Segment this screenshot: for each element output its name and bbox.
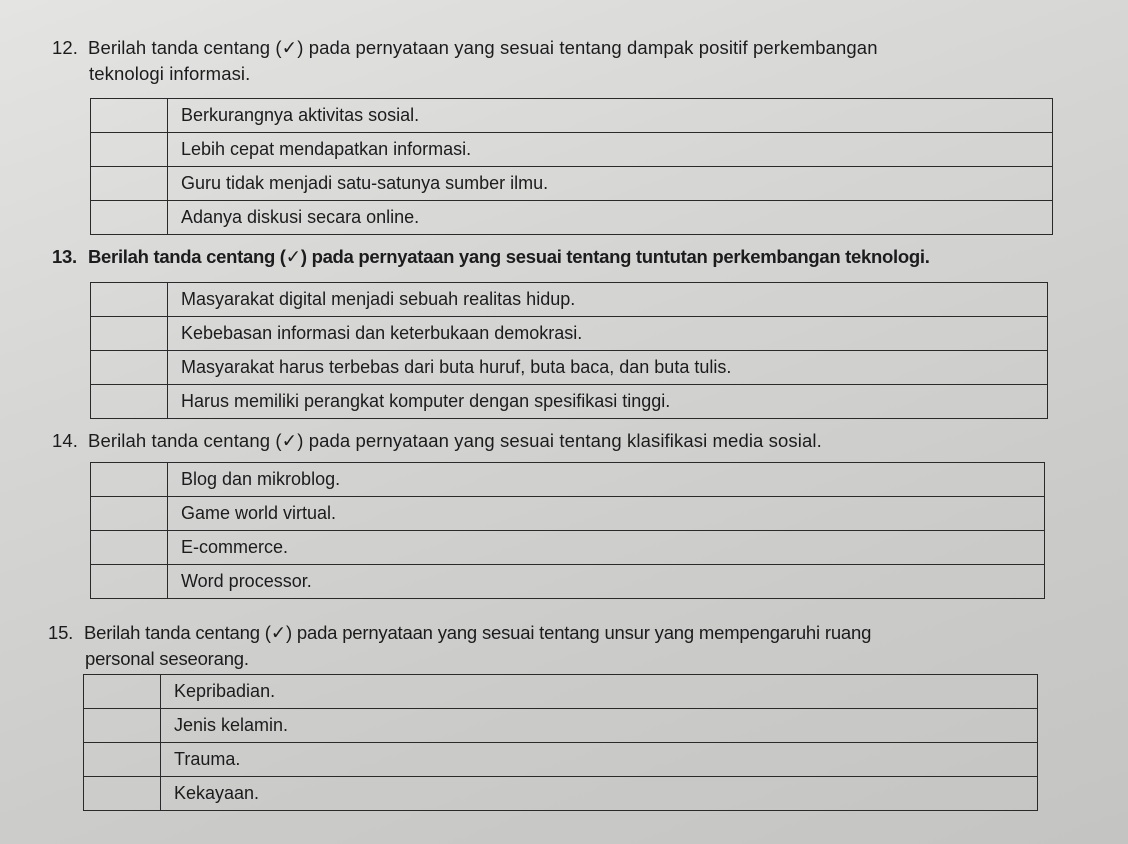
option-row (91, 167, 1053, 201)
option-row (91, 497, 1045, 531)
option-row (84, 675, 1038, 709)
option-label: Blog dan mikroblog. (168, 463, 1045, 497)
option-row (91, 565, 1045, 599)
option-row (91, 201, 1053, 235)
checkbox-cell[interactable] (91, 463, 168, 497)
checkbox-cell[interactable] (91, 133, 168, 167)
question-text: Berilah tanda centang (✓) pada pernyataan yang sesuai tentang tuntutan perkembangan teknologi. (88, 246, 930, 267)
option-label: Harus memiliki perangkat komputer dengan spesifikasi tinggi. (168, 385, 1048, 419)
option-label: Berkurangnya aktivitas sosial. (168, 99, 1053, 133)
question-text-continuation: teknologi informasi. (89, 63, 251, 84)
checkbox-cell[interactable] (91, 385, 168, 419)
checkbox-cell[interactable] (91, 531, 168, 565)
question-14 (52, 428, 822, 454)
checkbox-cell[interactable] (91, 565, 168, 599)
question-number: 14. (52, 430, 79, 451)
options-table-13 (90, 282, 1048, 419)
question-number: 15. (48, 622, 74, 643)
option-label: Adanya diskusi secara online. (168, 201, 1053, 235)
options-table-12 (90, 98, 1053, 235)
option-label: Word processor. (168, 565, 1045, 599)
checkbox-cell[interactable] (91, 497, 168, 531)
checkbox-cell[interactable] (91, 317, 168, 351)
question-number: 12. (52, 37, 79, 58)
options-table-15 (83, 674, 1038, 811)
option-row (91, 99, 1053, 133)
option-row (91, 283, 1048, 317)
option-label: Trauma. (161, 743, 1038, 777)
question-number: 13. (52, 246, 77, 267)
option-label: Kebebasan informasi dan keterbukaan demokrasi. (168, 317, 1048, 351)
option-row (91, 463, 1045, 497)
option-label: Kekayaan. (161, 777, 1038, 811)
options-table-14 (90, 462, 1045, 599)
option-row (91, 351, 1048, 385)
option-label: Lebih cepat mendapatkan informasi. (168, 133, 1053, 167)
question-text: Berilah tanda centang (✓) pada pernyataan yang sesuai tentang dampak positif perkembangan (88, 37, 878, 58)
checkbox-cell[interactable] (91, 283, 168, 317)
checkbox-cell[interactable] (84, 709, 161, 743)
question-15 (48, 620, 871, 672)
question-12 (52, 35, 878, 87)
option-label: Masyarakat harus terbebas dari buta huruf, buta baca, dan buta tulis. (168, 351, 1048, 385)
option-row (91, 385, 1048, 419)
option-row (84, 777, 1038, 811)
question-13 (52, 244, 930, 270)
checkbox-cell[interactable] (91, 167, 168, 201)
option-row (84, 709, 1038, 743)
question-text: Berilah tanda centang (✓) pada pernyataan yang sesuai tentang klasifikasi media sosial. (88, 430, 822, 451)
option-label: Jenis kelamin. (161, 709, 1038, 743)
checkbox-cell[interactable] (91, 201, 168, 235)
question-text: Berilah tanda centang (✓) pada pernyataan yang sesuai tentang unsur yang mempengaruhi ruang (84, 622, 872, 643)
option-label: Masyarakat digital menjadi sebuah realitas hidup. (168, 283, 1048, 317)
checkbox-cell[interactable] (91, 351, 168, 385)
checkbox-cell[interactable] (91, 99, 168, 133)
option-row (91, 531, 1045, 565)
option-label: Kepribadian. (161, 675, 1038, 709)
option-label: E-commerce. (168, 531, 1045, 565)
option-row (91, 317, 1048, 351)
option-row (84, 743, 1038, 777)
option-label: Game world virtual. (168, 497, 1045, 531)
checkbox-cell[interactable] (84, 675, 161, 709)
checkbox-cell[interactable] (84, 743, 161, 777)
checkbox-cell[interactable] (84, 777, 161, 811)
option-row (91, 133, 1053, 167)
question-text-continuation: personal seseorang. (85, 648, 249, 669)
option-label: Guru tidak menjadi satu-satunya sumber ilmu. (168, 167, 1053, 201)
